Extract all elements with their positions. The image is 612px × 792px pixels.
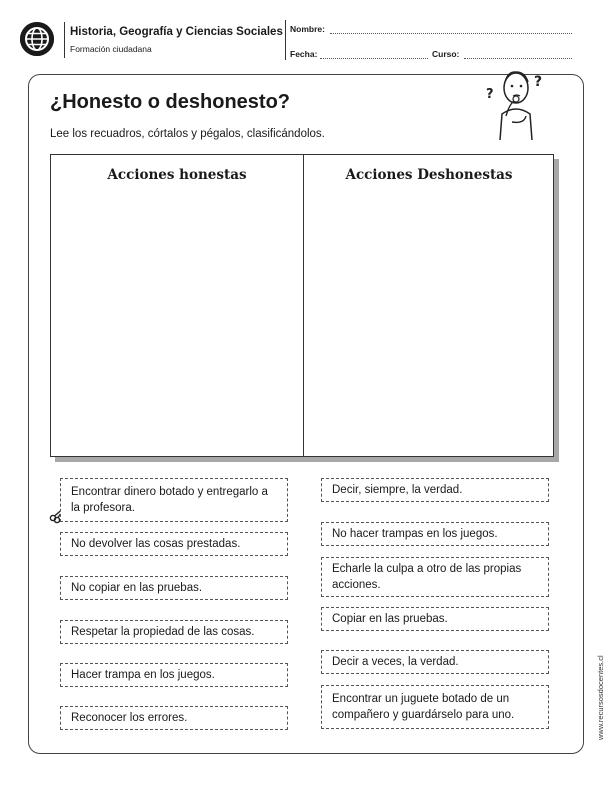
cut-card[interactable]	[60, 663, 288, 687]
column-header-honest: Acciones honestas	[107, 167, 247, 183]
globe-icon	[20, 22, 54, 56]
name-field[interactable]	[330, 33, 572, 34]
classification-table	[50, 154, 554, 457]
column-divider	[303, 155, 304, 456]
header-divider	[64, 22, 65, 58]
cut-card[interactable]	[321, 522, 549, 546]
cut-card[interactable]	[60, 620, 288, 644]
date-label: Fecha:	[290, 49, 318, 59]
date-field[interactable]	[320, 58, 428, 59]
card-text: Decir a veces, la verdad.	[332, 656, 459, 668]
card-text: Echarle la culpa a otro de las propias acciones.	[332, 563, 522, 591]
thinking-boy-illustration	[482, 64, 552, 142]
course-label: Curso:	[432, 49, 460, 59]
cut-card[interactable]	[321, 650, 549, 674]
website-credit[interactable]: www.recursosdocentes.cl	[596, 655, 605, 740]
subtopic-label: Formación ciudadana	[70, 44, 152, 54]
card-text: No devolver las cosas prestadas.	[71, 538, 241, 550]
card-text: Encontrar un juguete botado de un compañero y guardárselo para uno.	[332, 693, 515, 721]
subject-title: Historia, Geografía y Ciencias Sociales	[70, 26, 283, 38]
card-text: No hacer trampas en los juegos.	[332, 528, 498, 540]
cut-card[interactable]	[321, 557, 549, 597]
card-text: Encontrar dinero botado y entregarlo a la profesora.	[71, 486, 268, 514]
svg-text:?: ?	[486, 87, 494, 102]
instructions-text: Lee los recuadros, córtalos y pégalos, clasificándolos.	[50, 128, 325, 140]
card-text: Decir, siempre, la verdad.	[332, 484, 463, 496]
card-text: Copiar en las pruebas.	[332, 613, 448, 625]
card-text: No copiar en las pruebas.	[71, 582, 203, 594]
cut-card[interactable]	[60, 532, 288, 556]
worksheet-title: ¿Honesto o deshonesto?	[50, 91, 290, 113]
cut-card[interactable]	[321, 685, 549, 729]
card-text: Respetar la propiedad de las cosas.	[71, 626, 255, 638]
card-text: Reconocer los errores.	[71, 712, 188, 724]
svg-text:?: ?	[534, 74, 543, 90]
cut-card[interactable]	[321, 607, 549, 631]
course-field[interactable]	[464, 58, 572, 59]
cut-card[interactable]	[60, 706, 288, 730]
header-divider	[285, 20, 286, 60]
cut-card[interactable]	[321, 478, 549, 502]
cut-card[interactable]	[60, 576, 288, 600]
card-text: Hacer trampa en los juegos.	[71, 669, 215, 681]
column-header-dishonest: Acciones Deshonestas	[345, 167, 513, 183]
name-label: Nombre:	[290, 24, 325, 34]
cut-card[interactable]	[60, 478, 288, 522]
